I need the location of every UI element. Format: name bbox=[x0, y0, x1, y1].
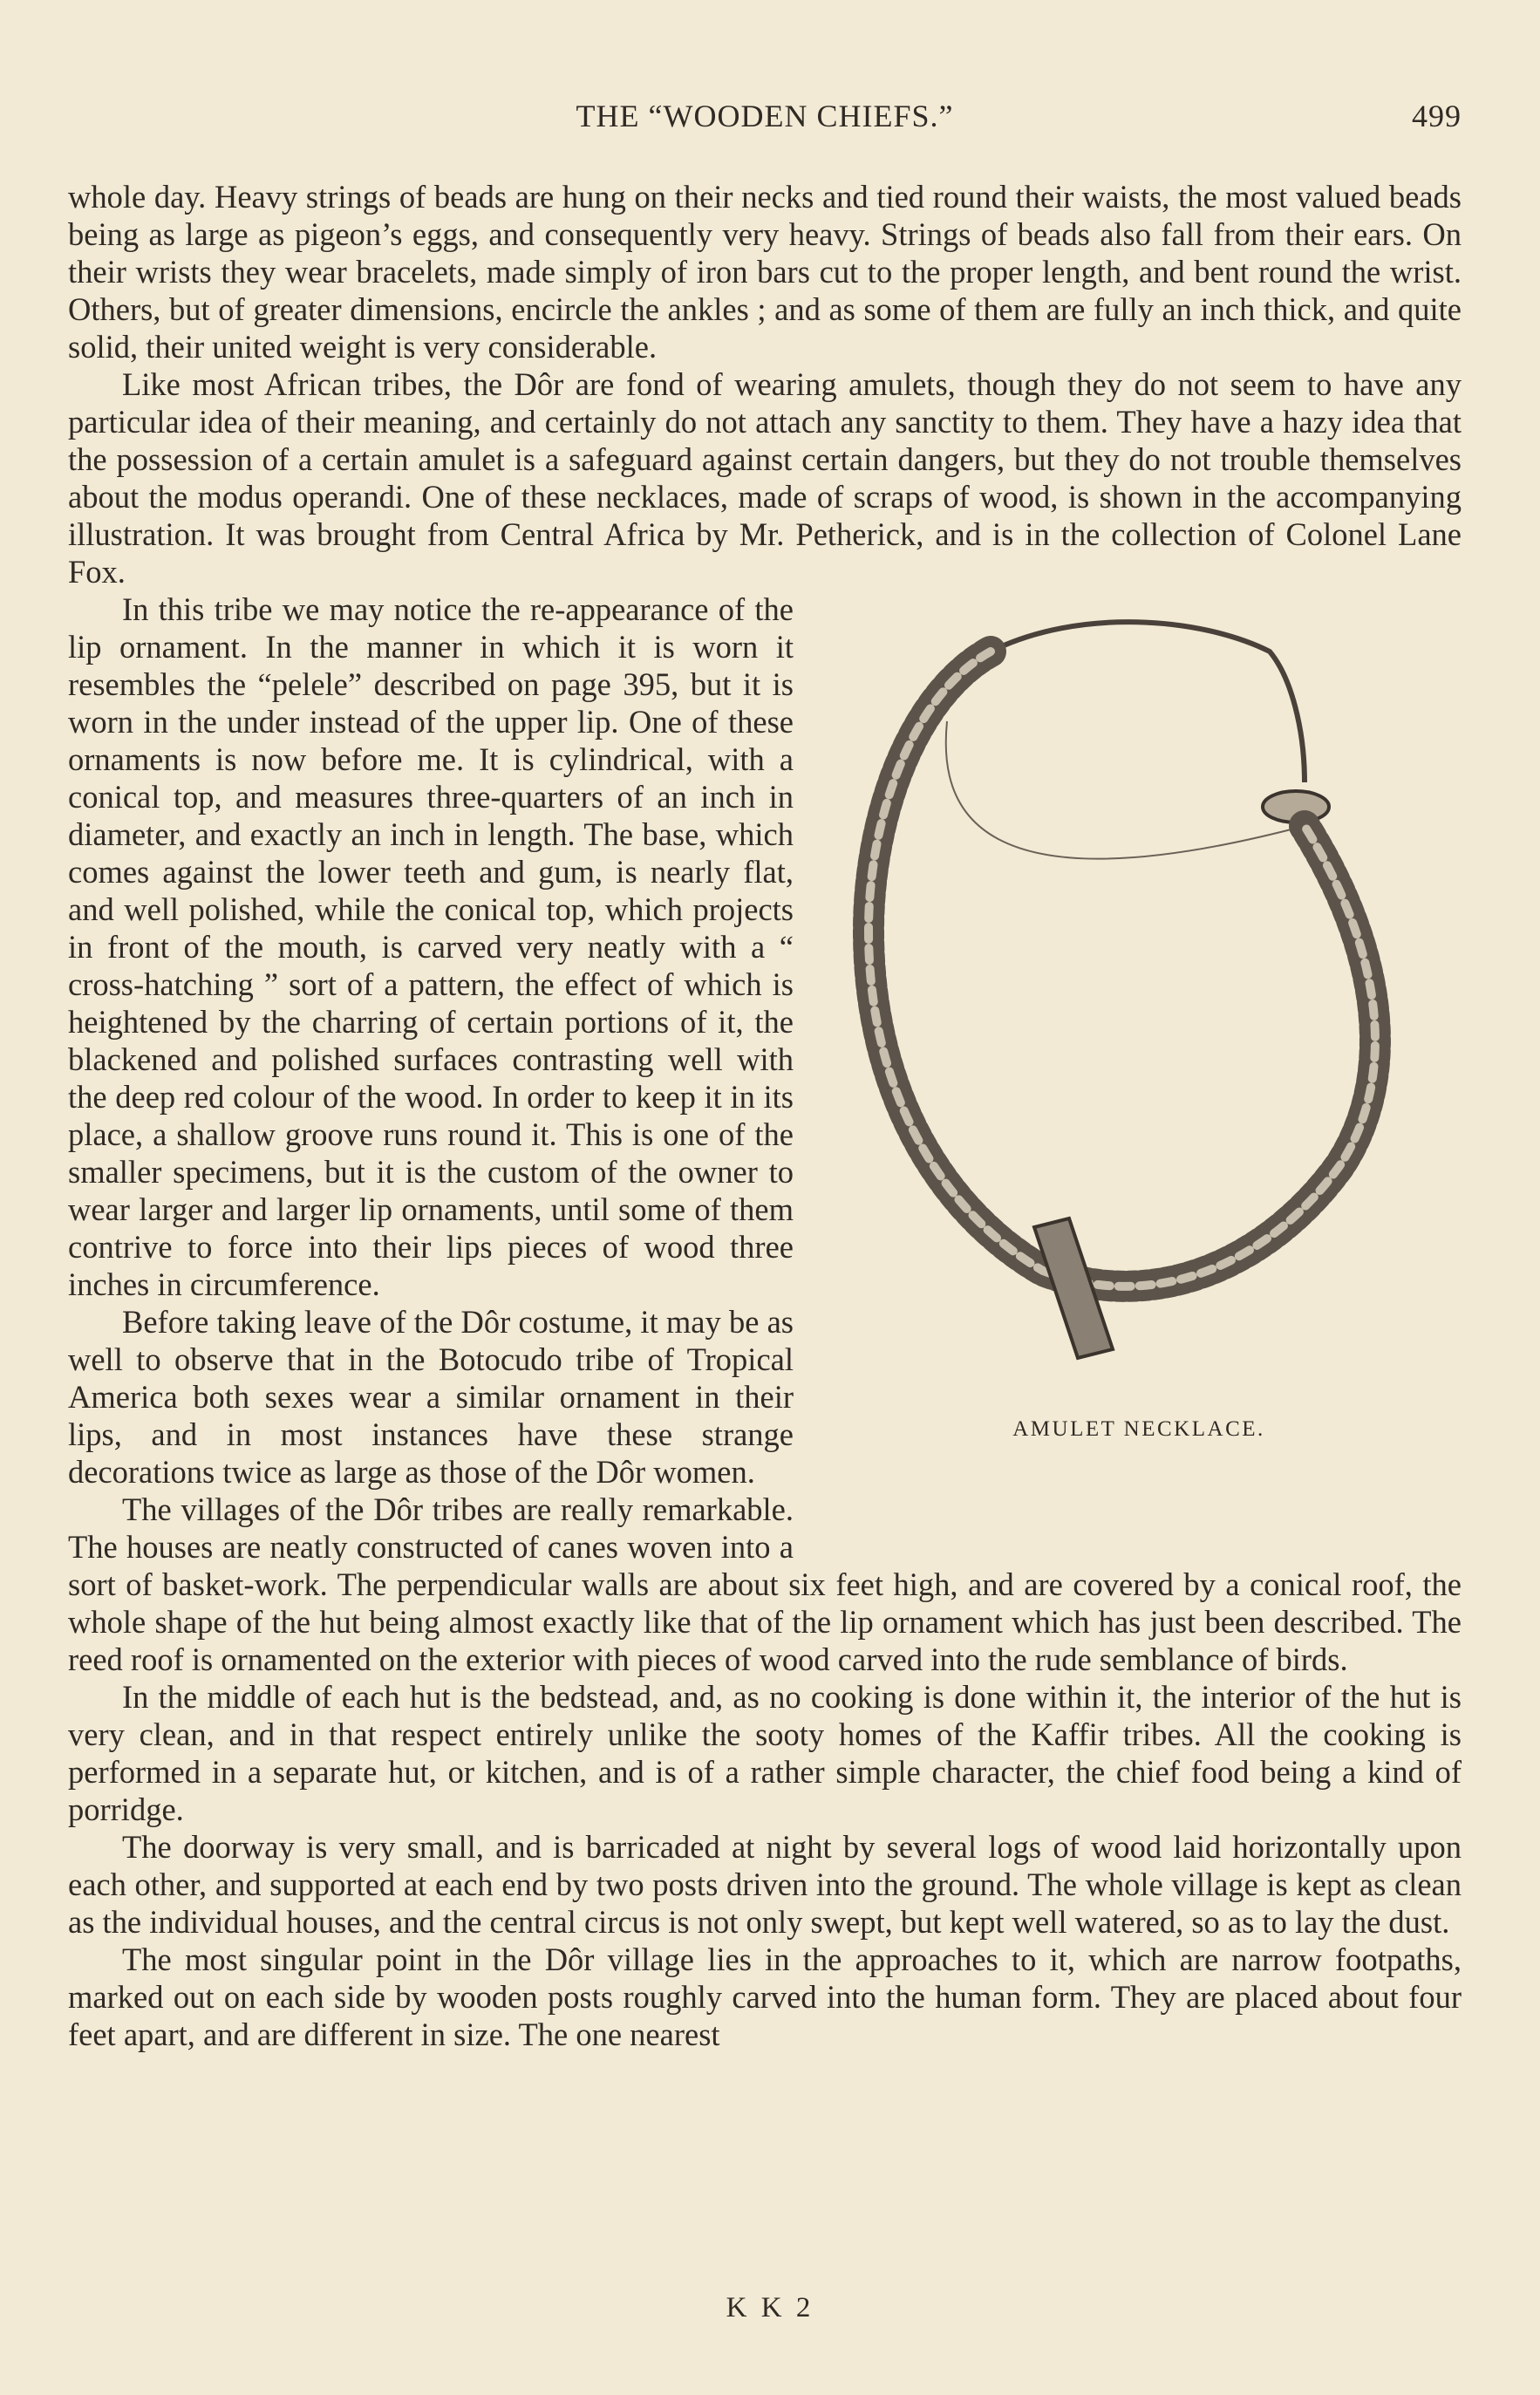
signature-mark: K K 2 bbox=[726, 2292, 814, 2323]
body-text bbox=[68, 178, 1462, 2053]
amulet-necklace-figure bbox=[816, 599, 1462, 1532]
paragraph-1: whole day. Heavy strings of beads are hung on their necks and tied round their waists, the most valued beads being as large as pigeon’s eggs, and consequently very heavy. Strings of beads also fall from their ears. On their wrists they wear bracelets, made simply of iron bars cut to the proper length, and bent round the wrist. Others, but of greater dimensions, encircle the ankles ; and as some of them are fully an inch thick, and quite solid, their united weight is very considerable. bbox=[68, 179, 1462, 365]
paragraph-6: In the middle of each hut is the bedstead, and, as no cooking is done within it, the interior of the hut is very clean, and in that respect entirely unlike the sooty homes of the Kaffir tribes. All the cooking is performed in a separate hut, or kitchen, and is of a rather simple character, the chief food being a kind of porridge. bbox=[68, 1679, 1462, 1827]
paragraph-3: In this tribe we may notice the re-appearance of the lip ornament. In the manner in which it is worn it resembles the “pelele” described on page 395, but it is worn in the under instead of the upper lip. One of these ornaments is now before me. It is cylindrical, with a conical top, and measures three-quarters of an inch in diameter, and exactly an inch in length. The base, which comes against the lower teeth and gum, is nearly flat, and well polished, while the conical top, which projects in front of the mouth, is carved very neatly with a “ cross-hatching ” sort of a pattern, the effect of which is heightened by the charring of certain portions of it, the blackened and polished surfaces contrasting well with the deep red colour of the wood. In order to keep it in its place, a shallow groove runs round it. This is one of the smaller specimens, but it is the custom of the owner to wear larger and larger lip ornaments, until some of them contrive to force into their lips pieces of wood three inches in circumference. bbox=[68, 591, 794, 1302]
figure-caption: AMULET NECKLACE. bbox=[1012, 1417, 1265, 1441]
paragraph-2: Like most African tribes, the Dôr are fond of wearing amulets, though they do not seem to have any particular idea of their meaning, and certainly do not attach any sanctity to them. They have a hazy idea that the possession of a certain amulet is a safeguard against certain dangers, but they do not trouble themselves about the modus operandi. One of these necklaces, made of scraps of wood, is shown in the accompanying illustration. It was brought from Central Africa by Mr. Petherick, and is in the collection of Colonel Lane Fox. bbox=[68, 366, 1462, 590]
necklace-string bbox=[991, 622, 1305, 782]
necklace-loop bbox=[869, 652, 1375, 1286]
paragraph-5: The villages of the Dôr tribes are really remarkable. The houses are neatly constructed of canes woven into a sort of basket-work. The perpendicular walls are about six feet high, and are covered by a conical roof, the whole shape of the hut being almost exactly like that of the lip ornament which has just been described. The reed roof is ornamented on the exterior with pieces of wood carved into the rude semblance of birds. bbox=[68, 1491, 1462, 1677]
paragraph-7: The doorway is very small, and is barricaded at night by several logs of wood laid horizontally upon each other, and supported at each end by two posts driven into the ground. The whole village is kept as clean as the individual houses, and the central circus is not only swept, but kept well watered, so as to lay the dust. bbox=[68, 1829, 1462, 1940]
paragraph-4: Before taking leave of the Dôr costume, it may be as well to observe that in the Botocudo tribe of Tropical America both sexes wear a similar ornament in their lips, and in most instances have these strange decorations twice as large as those of the Dôr women. bbox=[68, 1304, 794, 1490]
necklace-string-inner bbox=[946, 721, 1305, 859]
running-head: THE “WOODEN CHIEFS.” bbox=[576, 99, 954, 133]
amulet-necklace-illustration bbox=[816, 599, 1462, 1402]
page-header bbox=[68, 98, 1462, 141]
paragraph-8: The most singular point in the Dôr village lies in the approaches to it, which are narrow footpaths, marked out on each side by wooden posts roughly carved into the human form. They are placed about four feet apart, and are different in size. The one nearest bbox=[68, 1941, 1462, 2052]
page-number: 499 bbox=[1412, 99, 1462, 133]
